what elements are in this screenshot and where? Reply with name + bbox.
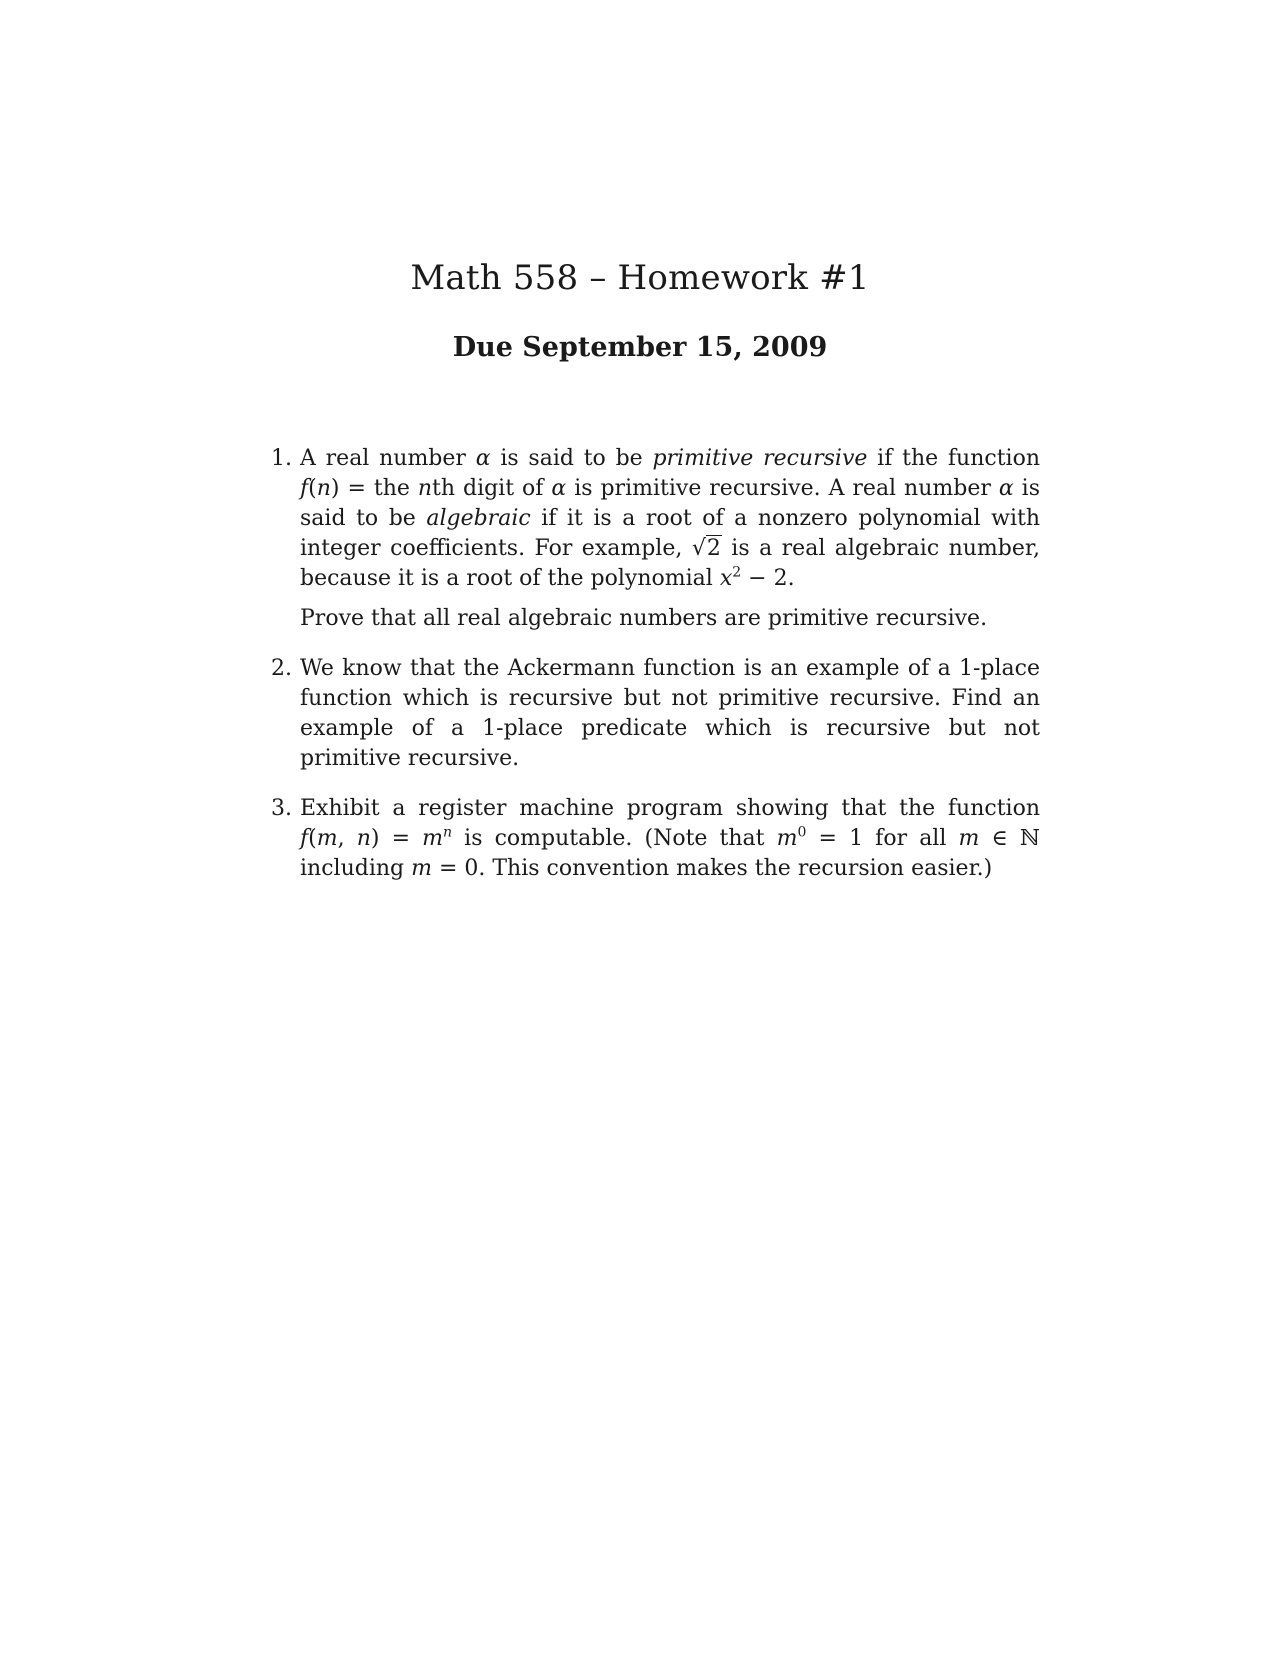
problem-3 [258,794,1040,884]
radical-sign: √ [691,536,706,561]
problem-2 [258,654,1040,774]
math-alpha: α [998,476,1014,501]
math-alpha: α [551,476,567,501]
text: = 1 for all [806,826,959,851]
document-title: Math 558 – Homework #1 [410,258,870,298]
math-x: x [719,566,733,591]
text: = 0. This convention makes the recursion easier.) [431,856,993,881]
text: if the function [867,446,1041,471]
emphasis-term: primitive recursive [652,446,868,471]
text: ( [308,826,317,851]
text: is said to be [490,446,653,471]
exponent: 2 [732,564,742,581]
text: if it is a root of a nonzero polynomial with integer coefficients. For example, [300,506,1040,561]
math-m: m [958,826,980,851]
math-n: n [356,826,371,851]
math-f: f [300,476,309,501]
problem-2-text: We know that the Ackermann function is an example of a 1-place function which is recursive but not primitive recursive. Find an example of a 1-place predicate which is recursive but not primitive recursive. [300,656,1040,771]
problem-number: 2. [271,656,292,681]
problem-list [258,444,1040,904]
problem-body [300,794,1040,884]
text: ) = [370,826,423,851]
text: is a real algebraic number, because it is a root of the polynomial [300,536,1040,591]
math-n: n [316,476,331,501]
exponent: 0 [797,824,807,841]
math-f: f [300,826,309,851]
text: is primitive recursive. A real number [566,476,999,501]
square-root [692,534,722,564]
text: th digit of [432,476,552,501]
problem-body [300,444,1040,634]
math-m: m [316,826,338,851]
problem-1-definition [300,444,1040,594]
math-m: m [776,826,798,851]
text: ( [308,476,317,501]
math-m: m [422,826,444,851]
problem-1 [258,444,1040,634]
text: ) = the [330,476,418,501]
text: is computable. (Note that [452,826,777,851]
problem-body [300,654,1040,774]
text: , [337,826,357,851]
exponent: n [443,824,453,841]
math-alpha: α [475,446,491,471]
text: A real number [300,446,476,471]
text: ∈ ℕ including [300,826,1040,881]
radicand: 2 [706,536,721,561]
due-date: Due September 15, 2009 [452,332,828,363]
problem-number: 3. [271,796,292,821]
problem-3-text [300,794,1040,884]
math-m: m [411,856,432,881]
text: is said to be [300,476,1040,531]
emphasis-term: algebraic [426,506,531,531]
problem-number: 1. [271,446,292,471]
text: Exhibit a register machine program showing that the function [300,796,1040,821]
problem-1-task: Prove that all real algebraic numbers are primitive recursive. [300,606,988,631]
text: − 2. [741,566,795,591]
math-n: n [417,476,433,501]
